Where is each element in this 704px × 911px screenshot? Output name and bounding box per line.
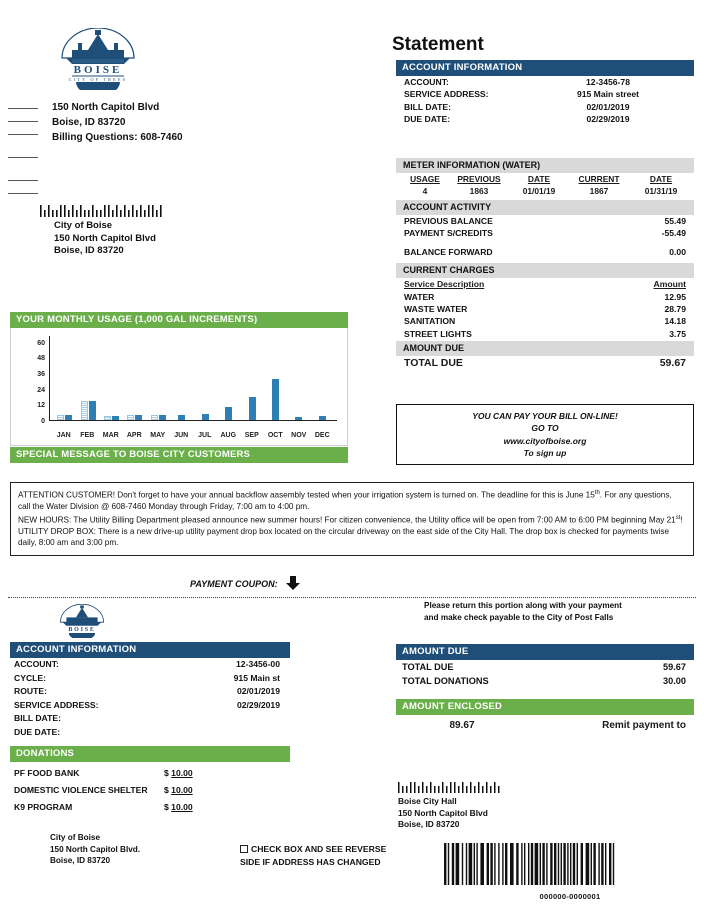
coupon-account-rows (10, 658, 290, 740)
online-line-4: To sign up (523, 448, 567, 458)
message-paragraph-3: UTILITY DROP BOX: There is a new drive-up utility payment drop box located on the circular driveway on the east side of the City Hall. The drop box is checked for payments twise daily, 8:00 am and 3:00 pm. (18, 526, 670, 548)
meter-value: 01/31/19 (644, 186, 678, 196)
charge-label: STREET LIGHTS (404, 328, 472, 339)
message-p1-b: . For any questions, call the Water Division @ 608-7460 Monday through Friday, 7:00 am to 4:00 pm. (18, 490, 672, 512)
coupon-account-row (10, 712, 290, 726)
online-line-1: YOU CAN PAY YOUR BILL ON-LINE! (472, 410, 618, 421)
chart-x-tick: MAR (102, 432, 119, 439)
donation-currency: $ (164, 784, 169, 795)
remit-address-lines (398, 796, 518, 831)
account-info-label: BILL DATE: (404, 101, 451, 112)
coupon-account-row (10, 699, 290, 713)
coupon-note-line-2: and make check payable to the City of Post Falls (424, 612, 614, 622)
donation-amount[interactable] (164, 799, 193, 816)
total-due-label: TOTAL DUE (404, 357, 463, 369)
address-change-line-1 (240, 843, 386, 856)
coupon-account-value: 915 Main st (233, 672, 280, 683)
coupon-return-note (424, 600, 622, 623)
activity-row (396, 215, 694, 227)
chart-x-tick: AUG (220, 432, 237, 439)
chart-x-tick: APR (126, 432, 142, 439)
address-change-text-1: CHECK BOX AND SEE REVERSE (251, 844, 387, 854)
online-payment-box (396, 404, 694, 465)
donation-row (10, 782, 290, 799)
meter-value: 1863 (469, 186, 489, 196)
chart-month-group (123, 336, 146, 420)
activity-label: PAYMENT S/CREDITS (404, 228, 493, 239)
chart-bar-previous (104, 416, 111, 420)
message-p2-b: ! (680, 515, 683, 525)
coupon-amount-row (396, 660, 694, 674)
coupon-account-section (10, 642, 290, 816)
online-line-2: GO TO (531, 423, 559, 433)
coupon-logo-wordmark: BOISE (68, 627, 96, 634)
meter-information-header: METER INFORMATION (WATER) (396, 158, 694, 173)
chart-bar-previous (151, 415, 158, 420)
amount-enclosed-header: AMOUNT ENCLOSED (396, 699, 694, 715)
coupon-account-label: BILL DATE: (14, 713, 61, 724)
activity-label: PREVIOUS BALANCE (404, 216, 493, 226)
coupon-amount-due-rows (396, 660, 694, 688)
sender-line-3: Billing Questions: 608-7460 (52, 132, 183, 143)
amount-due-section (396, 341, 694, 371)
chart-plot-area (10, 328, 348, 446)
chart-x-tick: FEB (80, 432, 95, 439)
remit-line-2: Boise, ID 83720 (398, 819, 460, 830)
chart-y-tick: 12 (37, 402, 45, 410)
coupon-account-row (10, 658, 290, 672)
charge-label: SANITATION (404, 316, 456, 327)
chart-bar-current (272, 379, 279, 420)
balance-forward-value: 0.00 (669, 246, 686, 257)
donation-row (10, 799, 290, 816)
chart-bar-current (225, 407, 232, 420)
donation-amount[interactable] (164, 765, 193, 782)
coupon-account-value (154, 712, 290, 726)
logo-tagline: CITY OF TREES (68, 77, 128, 82)
chart-x-tick: MAY (150, 432, 166, 439)
chart-month-group (53, 336, 76, 420)
address-change-notice (240, 843, 386, 869)
coupon-label-text: PAYMENT COUPON: (190, 579, 278, 589)
chart-month-group (287, 336, 310, 420)
chart-y-tick: 36 (37, 371, 45, 379)
address-change-line-2: SIDE IF ADDRESS HAS CHANGED (240, 857, 381, 867)
coupon-customer-name: City of Boise (50, 833, 101, 842)
meter-column-header: CURRENT (578, 174, 620, 184)
charge-value: 14.18 (664, 316, 686, 327)
chart-month-group (100, 336, 123, 420)
coupon-customer-address (50, 832, 140, 867)
message-p1-sup: th (594, 490, 600, 496)
account-activity-header: ACCOUNT ACTIVITY (396, 200, 694, 215)
coupon-account-label: ROUTE: (14, 686, 47, 697)
chart-bar-current (135, 415, 142, 420)
coupon-account-row (10, 685, 290, 699)
fold-mark (8, 121, 38, 122)
online-website-link[interactable]: www.cityofboise.org (503, 435, 587, 446)
donation-currency: $ (164, 801, 169, 812)
coupon-amount-row (396, 674, 694, 688)
charge-row (396, 291, 694, 303)
coupon-account-row (10, 672, 290, 686)
chart-month-group (76, 336, 99, 420)
fold-mark (8, 180, 38, 181)
message-paragraph-2 (18, 513, 686, 526)
activity-row (396, 227, 694, 239)
coupon-account-label: ACCOUNT: (14, 659, 59, 669)
meter-column-header: DATE (527, 174, 551, 184)
mailing-address-lines (54, 220, 180, 258)
meter-values-row (396, 185, 694, 197)
chart-y-tick: 24 (37, 386, 45, 394)
mailing-address-block (40, 205, 180, 258)
account-info-value: 12-3456-78 (586, 77, 630, 87)
remit-name: Boise City Hall (398, 796, 457, 806)
tear-off-divider (8, 597, 696, 598)
special-message-header: SPECIAL MESSAGE TO BOISE CITY CUSTOMERS (10, 447, 348, 463)
coupon-account-label: SERVICE ADDRESS: (14, 699, 99, 710)
message-p1-a: ATTENTION CUSTOMER! Don't forget to have your annual backflow aasembly tested when your irrigation system is turned on. The deadline for this is June 15 (18, 490, 595, 500)
charge-row (396, 328, 694, 340)
sender-line-1: 150 North Capitol Blvd (52, 102, 160, 113)
total-due-value: 59.67 (659, 357, 686, 369)
chart-month-group (147, 336, 170, 420)
coupon-customer-line-2: Boise, ID 83720 (50, 856, 111, 865)
account-barcode-block (444, 843, 616, 901)
account-info-value: 02/29/2019 (586, 114, 630, 125)
chart-bar-current (178, 415, 185, 420)
donation-value: 10.00 (171, 767, 193, 778)
account-info-row (396, 113, 694, 125)
chart-month-group (194, 336, 217, 420)
meter-value: 4 (422, 186, 428, 196)
address-change-checkbox[interactable] (240, 845, 248, 853)
chart-bar-previous (127, 415, 134, 420)
account-information-section (396, 60, 694, 126)
remit-address-block (398, 782, 518, 831)
donations-header: DONATIONS (10, 746, 290, 762)
sender-line-2: Boise, ID 83720 (52, 117, 126, 128)
account-info-value: 915 Main street (576, 89, 640, 100)
chart-bars (50, 336, 337, 420)
fold-mark (8, 134, 38, 135)
remit-line-1: 150 North Capitol Blvd (398, 807, 488, 818)
capitol-dome-icon (58, 28, 138, 90)
account-info-row (396, 88, 694, 100)
balance-forward-label: BALANCE FORWARD (404, 246, 493, 257)
charges-column-headers (396, 278, 694, 291)
chart-bar-current (202, 414, 209, 420)
page-title: Statement (392, 34, 484, 55)
chart-bar-current (112, 416, 119, 420)
message-p2-a: NEW HOURS: The Utility Billing Department pleased announce new summer hours! For citizen convenience, the Utility office will be open from 7:00 AM to 6:00 PM beginning May 21 (18, 515, 676, 525)
chart-month-group (240, 336, 263, 420)
donation-row (10, 765, 290, 782)
chart-x-tick: JAN (56, 432, 71, 439)
coupon-amount-label: TOTAL DUE (402, 662, 454, 672)
coupon-note-line-1: Please return this portion along with your payment (424, 601, 622, 610)
charge-value: 3.75 (669, 328, 686, 339)
chart-bar-current (295, 417, 302, 420)
donation-currency: $ (164, 767, 169, 778)
mailing-line-2: Boise, ID 83720 (54, 245, 124, 256)
barcode-icon (444, 843, 616, 885)
meter-column-headers (396, 173, 694, 185)
chart-month-group (264, 336, 287, 420)
charge-row (396, 303, 694, 315)
meter-value: 1867 (589, 186, 609, 196)
charge-value: 28.79 (664, 303, 686, 314)
mailing-line-1: 150 North Capitol Blvd (54, 232, 156, 244)
chart-bar-current (319, 416, 326, 420)
fold-marks (8, 108, 38, 206)
total-due-row (396, 356, 694, 371)
donation-label: PF FOOD BANK (14, 767, 80, 778)
coupon-account-label: DUE DATE: (14, 726, 61, 737)
monthly-usage-chart-section (10, 312, 348, 463)
coupon-account-value (154, 726, 290, 740)
coupon-amount-label: TOTAL DONATIONS (402, 676, 489, 686)
fold-mark (8, 108, 38, 109)
meter-information-section (396, 158, 694, 197)
chart-axes (49, 336, 337, 421)
donations-rows (10, 765, 290, 816)
activity-value: 55.49 (664, 216, 686, 226)
donation-value: 10.00 (171, 801, 193, 812)
coupon-amount-section (396, 644, 694, 734)
chart-bar-current (159, 415, 166, 420)
chart-month-group (170, 336, 193, 420)
chart-x-tick: OCT (267, 432, 283, 439)
chart-x-tick: JUN (174, 432, 189, 439)
down-arrow-icon (286, 576, 302, 590)
payment-coupon-label (190, 576, 302, 590)
coupon-account-header: ACCOUNT INFORMATION (10, 642, 290, 658)
chart-x-tick: DEC (314, 432, 330, 439)
account-activity-rows (396, 215, 694, 240)
message-p2-sup: st (675, 514, 681, 521)
chart-x-tick: SEP (244, 432, 259, 439)
postal-barcode-icon (398, 782, 518, 795)
logo-wordmark: BOISE (73, 64, 123, 76)
activity-value: -55.49 (661, 228, 686, 239)
account-info-value: 02/01/2019 (586, 101, 630, 112)
donation-value: 10.00 (171, 784, 193, 795)
account-information-header: ACCOUNT INFORMATION (396, 60, 694, 76)
amount-due-header: AMOUNT DUE (396, 341, 694, 356)
mailing-name: City of Boise (54, 220, 113, 231)
chart-bar-current (89, 401, 96, 420)
coupon-account-value: 12-3456-00 (236, 659, 280, 669)
charges-description-header: Service Description (404, 279, 485, 289)
capitol-dome-icon (58, 604, 106, 638)
amount-enclosed-value[interactable]: 89.67 (449, 720, 475, 731)
meter-column-header: DATE (649, 174, 673, 184)
current-charges-section (396, 263, 694, 340)
account-info-row (396, 101, 694, 113)
chart-x-tick: JUL (198, 432, 212, 439)
charges-rows (396, 291, 694, 341)
special-message-box (10, 482, 694, 556)
chart-x-axis-labels (49, 432, 337, 439)
account-info-label: ACCOUNT: (404, 77, 449, 87)
fold-mark (8, 157, 38, 158)
coupon-account-label: CYCLE: (14, 672, 46, 683)
donation-label: K9 PROGRAM (14, 801, 73, 812)
balance-forward-row (396, 246, 694, 258)
charge-row (396, 315, 694, 327)
chart-month-group (311, 336, 334, 420)
coupon-account-row (10, 726, 290, 740)
account-information-rows (396, 76, 694, 126)
current-charges-header: CURRENT CHARGES (396, 263, 694, 278)
account-info-label: SERVICE ADDRESS: (404, 89, 489, 100)
meter-value: 01/01/19 (522, 186, 556, 196)
account-info-row (396, 76, 694, 88)
chart-bar-previous (81, 401, 88, 420)
coupon-amount-due-header: AMOUNT DUE (396, 644, 694, 660)
coupon-account-value: 02/29/2019 (236, 699, 280, 710)
charges-amount-header: Amount (653, 279, 686, 289)
donation-label: DOMESTIC VIOLENCE SHELTER (14, 784, 148, 795)
chart-header: YOUR MONTHLY USAGE (1,000 GAL INCREMENTS) (10, 312, 348, 328)
barcode-number: 000000-0000001 (539, 892, 601, 901)
charge-value: 12.95 (664, 291, 686, 302)
remit-payment-label: Remit payment to (602, 720, 686, 731)
coupon-amount-value: 59.67 (663, 662, 686, 672)
account-activity-section (396, 200, 694, 258)
boise-city-logo (58, 28, 138, 90)
chart-y-tick: 60 (37, 339, 45, 347)
sender-address (52, 100, 183, 145)
chart-y-tick: 48 (37, 355, 45, 363)
chart-y-tick: 0 (41, 418, 45, 425)
coupon-account-value: 02/01/2019 (236, 686, 280, 697)
coupon-boise-logo (58, 604, 106, 643)
charge-label: WATER (404, 291, 435, 302)
account-info-label: DUE DATE: (404, 114, 451, 125)
fold-mark (8, 193, 38, 194)
chart-bar-current (249, 397, 256, 420)
charge-label: WASTE WATER (404, 303, 468, 314)
chart-month-group (217, 336, 240, 420)
amount-enclosed-row (396, 715, 694, 734)
coupon-customer-line-1: 150 North Capitol Blvd. (50, 844, 141, 854)
message-paragraph-1 (18, 488, 686, 513)
meter-column-header: USAGE (410, 174, 440, 184)
chart-bar-previous (57, 415, 64, 420)
coupon-amount-value: 30.00 (663, 676, 686, 686)
chart-x-tick: NOV (291, 432, 307, 439)
chart-bar-current (65, 415, 72, 420)
postal-barcode-icon (40, 205, 180, 218)
meter-column-header: PREVIOUS (457, 174, 501, 184)
donation-amount[interactable] (164, 782, 193, 799)
